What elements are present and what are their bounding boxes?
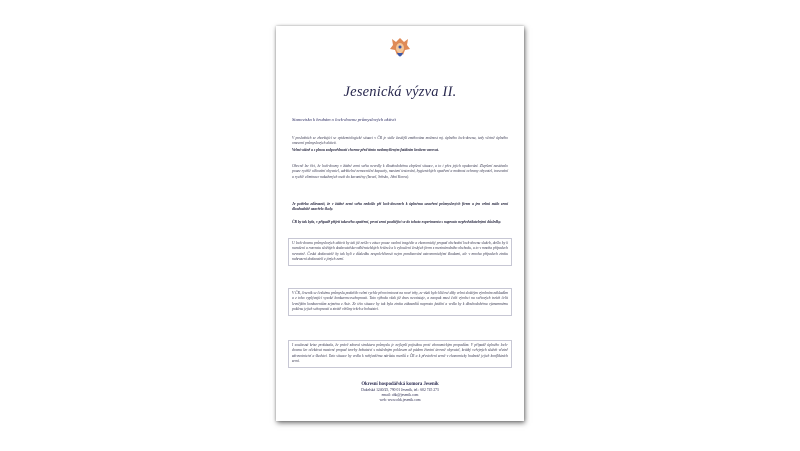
document-title: Jesenická výzva II. [343, 84, 457, 100]
footer-email: email: ohk@jesenik.com [381, 393, 419, 397]
document-subtitle: Stanovisko k hrubám o lock-downu průmyslových aktivit [292, 117, 396, 122]
paragraph-7: V ČR, Jeseník se českému průmyslu podařilo velmi rychle přeorientovat na nové trhy, ze však bylo klíčové díky velmi složitým výrobním nákladům a z toho vyplývající vysoké konkurenceschopnosti. Tato výhoda však již dnes neexistuje, a naopak musí čelit výrobci na světových trzích čelit levnějším konkurentům zejména z Asie. Ze této situace by tak byla ztráta zákazníků naprosto fatální a vedla by k dlouhodobému významnému poklesu jejich schopností a ztrátě většiny tržeb a bohatství. [292, 291, 508, 312]
footer-address: Dukelská 1240/25, 790 01 Jeseník, tel.: 602 745 273 [361, 388, 439, 392]
document-page [276, 26, 524, 421]
ohk-emblem-logo [389, 36, 411, 66]
document-footer [276, 381, 524, 403]
paragraph-8: I současná krize prokázala, že právě zdravá struktura průmyslu je nejlepší pojistkou proti ekonomickým propadům. V případě úplného lock-downu lze očekávat masivní propad tvorby bohatství s následným poklesem až pádem životní úrovně obyvatel, krátký veřejných služeb včetně zdravotnictví a školství. Tato situace by vedla k nebývalému nárůstu mezilů z ČR a k přestoření země v ekonomicky hodnotě jejich konfliktních zemí. [292, 343, 508, 364]
paragraph-1: V posledních se zhoršující se epidemiologické situaci v ČR je stále častější zmiňována možnost mj. úplného lock-downu, tedy včetně úplného omezení průmyslových aktivit. [292, 136, 508, 146]
text-box-3 [288, 340, 512, 368]
paragraph-6: U lock-downu průmyslových aktivit by tak již nešlo v zásce pouze osobní tragédie a ekonomický propad obchodní lock-downu služeb, došlo by k narušení a rozvratu složitých dodavatelsko-odběratelských řetězců a k vyloučení českých firem z mezinárodního obchodu, a to v mnoha případech nevratně. Česká dodavatelé by tak byli z důsledku nespolehlivosti nejen pondizování astronomickými škodami, ale v mnoha případech ztrátu nahrazení dodavateli z jiných zemí. [292, 241, 508, 262]
footer-web: web: www.ohk.jesenik.com [379, 398, 421, 402]
paragraph-3: Obecně lze říci, že lock-downy v žádné zemi světa nevedly k dlouhodobému zlepšení situace, a to i přes jejich opakování. Zlepšení nastávalo pouze rychlé očkování obyvatel, udržitelné nemocniční kapacity, masivní testování, hygienických opatření a možnost ochrany obyvatel, trasování a rychlé eliminace nakažených osob do karantény (Izrael, Srbsko, Jižní Korea). [292, 164, 508, 179]
text-box-2 [288, 288, 512, 316]
paragraph-5: ČR by tak byla, v případě přijetí takového opatření, první zemí pouštějící se do tohoto experimentu s naprosto nepředvídatelnými důsledky. [292, 220, 502, 224]
text-box-1 [288, 238, 512, 266]
footer-org-name: Okresní hospodářská komora Jeseník [361, 382, 439, 387]
paragraph-4: Je potřeba zdůraznit, že v žádné zemi světa nedošlo při lock-downech k úplnému uzavření průmyslových firem a jen velmi málo zemí dlouhodobě uzavřelo školy. [292, 202, 508, 212]
paragraph-2: Velmi vážně a s plnou zodpovědností chceme před tímto nedomyšleným fatálním krokem varovat. [292, 148, 439, 152]
